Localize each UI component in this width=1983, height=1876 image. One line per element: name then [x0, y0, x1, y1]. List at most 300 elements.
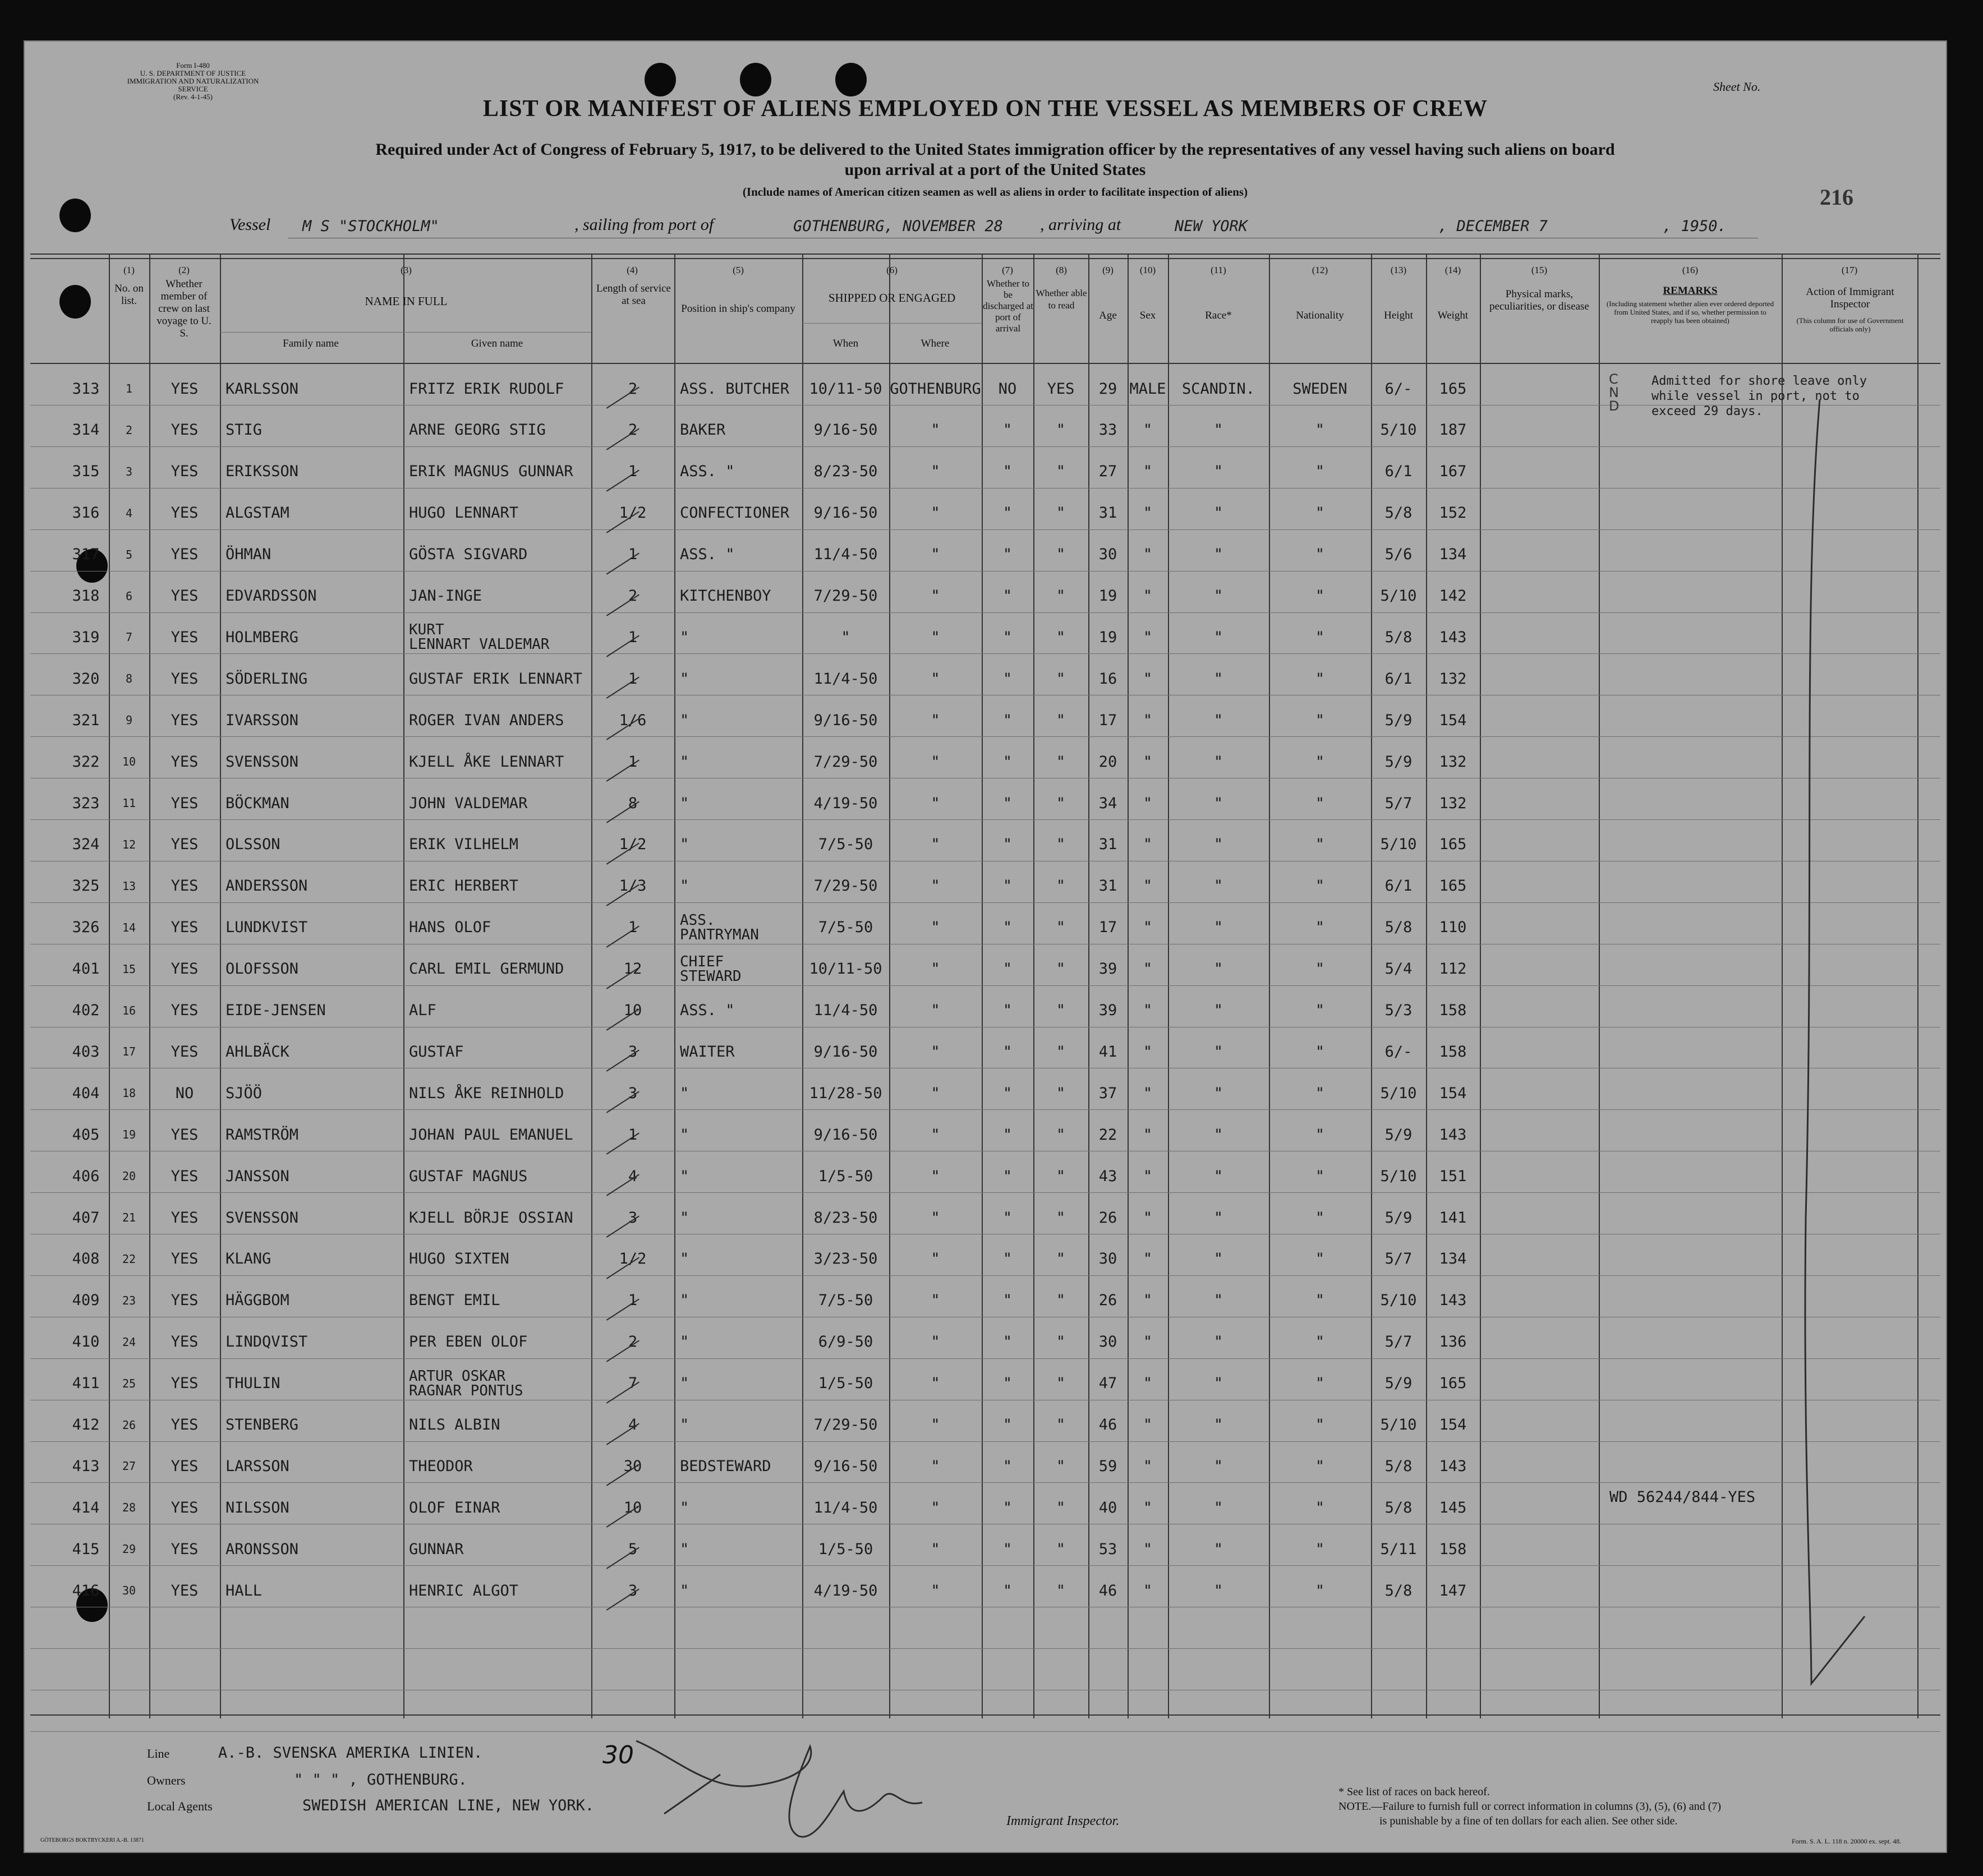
col13-number: (13) — [1390, 265, 1407, 275]
immigrant-inspector-label: Immigrant Inspector. — [1006, 1814, 1120, 1828]
cell-age: 41 — [1098, 1043, 1117, 1061]
cell-read: " — [1056, 711, 1066, 729]
cell-prev: YES — [171, 711, 199, 729]
col17-number: (17) — [1841, 265, 1858, 275]
cell-race: " — [1213, 836, 1223, 854]
cell-where: " — [931, 1375, 940, 1393]
cell-height: 5/10 — [1380, 1167, 1417, 1185]
row-rule — [30, 1648, 1940, 1649]
cell-given: ERIC HERBERT — [409, 877, 519, 895]
owners-label: Owners — [147, 1773, 186, 1787]
cell-no: 7 — [125, 630, 133, 644]
cell-when: 4/19-50 — [813, 794, 878, 812]
cell-height: 5/10 — [1380, 421, 1417, 439]
cell-race: " — [1213, 421, 1223, 439]
col14-number: (14) — [1444, 265, 1461, 275]
cell-sex: " — [1143, 1375, 1153, 1393]
cell-nat: " — [1315, 504, 1325, 522]
cell-weight: 165 — [1439, 1375, 1467, 1393]
cell-prev: YES — [171, 1499, 199, 1517]
cell-margin: 403 — [72, 1043, 100, 1061]
col1-header: No. on list. — [114, 283, 144, 307]
cell-given: GUSTAF — [409, 1043, 464, 1061]
cell-prev: YES — [171, 1292, 199, 1310]
cell-position: " — [680, 1209, 689, 1227]
cell-disch: " — [1002, 463, 1013, 481]
cell-where: GOTHENBURG — [890, 380, 981, 398]
cell-sex: " — [1143, 546, 1153, 564]
cell-margin: 410 — [72, 1333, 100, 1351]
cell-service: 2 — [628, 380, 638, 398]
cell-race: SCANDIN. — [1181, 380, 1255, 398]
cell-weight: 143 — [1439, 1126, 1467, 1144]
cell-family: JANSSON — [226, 1167, 289, 1185]
col4-header: Length of service at sea — [596, 283, 671, 307]
cell-when: 10/11-50 — [809, 960, 882, 978]
cell-prev: YES — [171, 960, 199, 978]
cell-position: " — [680, 1540, 689, 1558]
col12-number: (12) — [1312, 265, 1328, 275]
cell-read: " — [1056, 1126, 1066, 1144]
cell-family: STENBERG — [226, 1416, 299, 1433]
cell-margin: 413 — [72, 1457, 100, 1475]
cell-given: THEODOR — [409, 1457, 473, 1475]
cell-service: 3 — [628, 1084, 638, 1102]
cell-prev: YES — [171, 794, 199, 812]
col1-number: (1) — [123, 265, 135, 275]
cell-nat: " — [1315, 1499, 1325, 1517]
cell-read: " — [1056, 877, 1066, 895]
cell-position: " — [680, 1333, 689, 1351]
cell-weight: 134 — [1439, 1250, 1467, 1268]
cell-where: " — [931, 421, 940, 439]
cell-disch: " — [1002, 836, 1013, 854]
cell-position: WAITER — [680, 1043, 735, 1061]
cell-given: ARNE GEORG STIG — [409, 421, 546, 439]
cell-margin: 405 — [72, 1126, 100, 1144]
cell-where: " — [931, 960, 940, 978]
cell-service: 1/2 — [619, 504, 647, 522]
cell-sex: " — [1143, 504, 1153, 522]
cell-family: NILSSON — [226, 1499, 289, 1517]
cell-service: 3 — [628, 1209, 638, 1227]
cell-where: " — [931, 628, 940, 646]
cell-family: LARSSON — [226, 1457, 289, 1475]
col6-header: SHIPPED OR ENGAGED — [828, 291, 956, 305]
cell-prev: YES — [171, 421, 199, 439]
name-subheader-line — [220, 332, 591, 333]
cell-when: 6/9-50 — [818, 1333, 873, 1351]
cell-when: 9/16-50 — [813, 1043, 878, 1061]
cell-prev: YES — [171, 1002, 199, 1019]
cell-weight: 154 — [1439, 1416, 1467, 1433]
cell-nat: " — [1315, 877, 1325, 895]
col2-number: (2) — [178, 265, 190, 275]
cell-where: " — [931, 587, 940, 605]
inspector-signature — [631, 1724, 995, 1853]
cell-race: " — [1213, 1582, 1223, 1600]
cell-margin: 326 — [72, 919, 100, 937]
cell-no: 19 — [122, 1128, 136, 1142]
cell-where: " — [931, 919, 940, 937]
cell-no: 24 — [122, 1335, 136, 1349]
cell-read: " — [1056, 587, 1066, 605]
cell-age: 17 — [1098, 711, 1117, 729]
sailing-port: GOTHENBURG, NOVEMBER 28 — [793, 218, 1003, 235]
col9-header: Age — [1099, 310, 1117, 321]
cell-where: " — [931, 794, 940, 812]
cell-weight: 158 — [1439, 1043, 1467, 1061]
cell-age: 19 — [1098, 587, 1117, 605]
cell-sex: " — [1143, 1084, 1153, 1102]
cell-nat: " — [1315, 1167, 1325, 1185]
cell-nat: " — [1315, 421, 1325, 439]
cell-position: " — [680, 1167, 689, 1185]
cell-prev: YES — [171, 836, 199, 854]
cell-no: 5 — [125, 547, 133, 561]
col16-number: (16) — [1682, 265, 1699, 275]
cell-when: 9/16-50 — [813, 421, 878, 439]
cell-no: 11 — [122, 796, 136, 810]
cell-nat: " — [1315, 1209, 1325, 1227]
cell-family: EDVARDSSON — [226, 587, 317, 605]
cell-sex: " — [1143, 1209, 1153, 1227]
cell-service: 1 — [628, 753, 638, 771]
cell-height: 5/10 — [1380, 836, 1417, 854]
cell-disch: " — [1002, 1375, 1013, 1393]
manifest-sheet — [24, 40, 1947, 1853]
cell-nat: " — [1315, 711, 1325, 729]
cell-given: JOHN VALDEMAR — [409, 794, 528, 812]
cell-weight: 154 — [1439, 711, 1467, 729]
cell-weight: 165 — [1439, 877, 1467, 895]
cell-nat: " — [1315, 1126, 1325, 1144]
cell-no: 13 — [122, 879, 136, 893]
col16-note: (Including statement whether alien ever ordered deported from United States, and if so, whether permission to reapply has been obtained) — [1606, 299, 1774, 325]
cell-when: 11/28-50 — [809, 1084, 882, 1102]
cell-family: SVENSSON — [226, 753, 299, 771]
cell-height: 5/9 — [1384, 753, 1413, 771]
cell-nat: " — [1315, 1582, 1325, 1600]
col3-family-header: Family name — [283, 338, 339, 349]
cell-read: " — [1056, 919, 1066, 937]
cell-margin: 314 — [72, 421, 100, 439]
cell-disch: " — [1002, 1084, 1013, 1102]
cell-no: 29 — [122, 1542, 136, 1556]
cell-prev: YES — [171, 1416, 199, 1433]
punch-hole — [740, 63, 771, 96]
cell-when: 1/5-50 — [818, 1540, 873, 1558]
form-id: Form I-480 — [176, 61, 210, 70]
cell-position: " — [680, 753, 689, 771]
cell-service: 1 — [628, 463, 638, 481]
cell-given: ARTUR OSKAR RAGNAR PONTUS — [409, 1367, 523, 1399]
col8-header: Whether able to read — [1036, 288, 1087, 311]
col8-number: (8) — [1056, 265, 1067, 275]
cell-where: " — [931, 546, 940, 564]
col15-header: Physical marks, peculiarities, or disease — [1489, 288, 1589, 312]
cell-service: 3 — [628, 1043, 638, 1061]
col6-number: (6) — [886, 265, 898, 275]
cell-sex: " — [1143, 1457, 1153, 1475]
owners-value: " " " , GOTHENBURG. — [294, 1771, 467, 1789]
column-line — [1599, 253, 1600, 1718]
cell-age: 39 — [1098, 1002, 1117, 1019]
cell-nat: " — [1315, 1250, 1325, 1268]
cell-disch: " — [1002, 1457, 1013, 1475]
cell-given: HUGO SIXTEN — [409, 1250, 509, 1268]
cell-given: ERIK MAGNUS GUNNAR — [409, 463, 573, 481]
cell-position: " — [680, 1250, 689, 1268]
cell-when: 7/5-50 — [818, 836, 873, 854]
cell-when: 7/29-50 — [813, 1416, 878, 1433]
cell-race: " — [1213, 877, 1223, 895]
cell-where: " — [931, 1416, 940, 1433]
cell-margin: 408 — [72, 1250, 100, 1268]
cell-position: BAKER — [680, 421, 726, 439]
cell-nat: " — [1315, 1540, 1325, 1558]
cell-where: " — [931, 1209, 940, 1227]
cell-race: " — [1213, 463, 1223, 481]
cell-race: " — [1213, 1250, 1223, 1268]
cell-service: 2 — [628, 587, 638, 605]
cell-no: 16 — [122, 1003, 136, 1017]
cell-read: " — [1056, 1209, 1066, 1227]
cell-age: 34 — [1098, 794, 1117, 812]
cell-disch: " — [1002, 753, 1013, 771]
cell-read: " — [1056, 1002, 1066, 1019]
cell-when: 7/29-50 — [813, 587, 878, 605]
cell-weight: 132 — [1439, 794, 1467, 812]
cell-position: " — [680, 794, 689, 812]
cell-no: 21 — [122, 1211, 136, 1224]
cell-age: 19 — [1098, 628, 1117, 646]
cell-when: 11/4-50 — [813, 1002, 878, 1019]
cell-service: 8 — [628, 794, 638, 812]
cell-height: 5/7 — [1384, 794, 1413, 812]
cell-when: 9/16-50 — [813, 711, 878, 729]
cell-weight: 158 — [1439, 1540, 1467, 1558]
cell-disch: " — [1002, 1126, 1013, 1144]
cell-service: 3 — [628, 1582, 638, 1600]
cell-where: " — [931, 877, 940, 895]
cell-given: PER EBEN OLOF — [409, 1333, 528, 1351]
cell-position: " — [680, 1292, 689, 1310]
revision: (Rev. 4-1-45) — [173, 93, 213, 101]
cell-disch: " — [1002, 1582, 1013, 1600]
remarks-marks: C N D — [1609, 371, 1619, 414]
cell-age: 40 — [1098, 1499, 1117, 1517]
cell-prev: YES — [171, 1043, 199, 1061]
cell-height: 5/8 — [1384, 1457, 1413, 1475]
cell-margin: 317 — [72, 546, 100, 564]
cell-prev: YES — [171, 1250, 199, 1268]
cell-race: " — [1213, 1375, 1223, 1393]
col12-header: Nationality — [1296, 310, 1344, 321]
cell-no: 22 — [122, 1252, 136, 1266]
cell-height: 6/- — [1384, 1043, 1413, 1061]
cell-margin: 414 — [72, 1499, 100, 1517]
subtitle-note: (Include names of American citizen seamen as well as aliens in order to facilitate inspection of aliens) — [742, 185, 1248, 199]
col14-header: Weight — [1437, 310, 1469, 321]
cell-margin: 415 — [72, 1540, 100, 1558]
cell-no: 28 — [122, 1501, 136, 1515]
cell-race: " — [1213, 1043, 1223, 1061]
cell-sex: " — [1143, 1126, 1153, 1144]
cell-read: " — [1056, 1582, 1066, 1600]
cell-age: 39 — [1098, 960, 1117, 978]
remarks-shore-leave: Admitted for shore leave only while vessel in port, not to exceed 29 days. — [1651, 374, 1867, 418]
cell-sex: " — [1143, 753, 1153, 771]
cell-when: 11/4-50 — [813, 546, 878, 564]
cell-margin: 412 — [72, 1416, 100, 1433]
cell-nat: " — [1315, 1375, 1325, 1393]
crew-table — [30, 253, 1940, 1718]
cell-where: " — [931, 1167, 940, 1185]
cell-sex: " — [1143, 1540, 1153, 1558]
cell-prev: YES — [171, 463, 199, 481]
cell-service: 1/3 — [619, 877, 647, 895]
col3-header: NAME IN FULL — [365, 294, 448, 308]
cell-margin: 416 — [72, 1582, 100, 1600]
cell-disch: " — [1002, 670, 1013, 688]
cell-margin: 411 — [72, 1375, 100, 1393]
cell-weight: 134 — [1439, 546, 1467, 564]
cell-margin: 401 — [72, 960, 100, 978]
cell-read: " — [1056, 753, 1066, 771]
cell-family: LUNDKVIST — [226, 919, 308, 937]
cell-service: 10 — [623, 1499, 642, 1517]
cell-weight: 143 — [1439, 1457, 1467, 1475]
cell-read: " — [1056, 1540, 1066, 1558]
cell-sex: " — [1143, 836, 1153, 854]
cell-no: 14 — [122, 920, 136, 934]
cell-where: " — [931, 1250, 940, 1268]
cell-height: 5/10 — [1380, 1084, 1417, 1102]
cell-sex: " — [1143, 1250, 1153, 1268]
cell-nat: " — [1315, 960, 1325, 978]
manifest-footer — [25, 1730, 1946, 1847]
cell-read: " — [1056, 463, 1066, 481]
cell-nat: " — [1315, 794, 1325, 812]
col6-where-header: Where — [921, 338, 950, 349]
cell-height: 5/4 — [1384, 960, 1413, 978]
cell-given: GUNNAR — [409, 1540, 464, 1558]
cell-age: 17 — [1098, 919, 1117, 937]
cell-given: NILS ÅKE REINHOLD — [409, 1084, 564, 1102]
cell-height: 6/1 — [1384, 670, 1413, 688]
cell-age: 29 — [1098, 380, 1117, 398]
cell-where: " — [931, 1582, 940, 1600]
cell-when: " — [841, 628, 850, 646]
cell-race: " — [1213, 504, 1223, 522]
cell-nat: " — [1315, 1002, 1325, 1019]
cell-read: " — [1056, 421, 1066, 439]
cell-sex: " — [1143, 1333, 1153, 1351]
cell-disch: " — [1002, 1499, 1013, 1517]
cell-family: HOLMBERG — [226, 628, 299, 646]
cell-read: " — [1056, 1499, 1066, 1517]
cell-age: 22 — [1098, 1126, 1117, 1144]
cell-weight: 152 — [1439, 504, 1467, 522]
cell-given: KJELL BÖRJE OSSIAN — [409, 1209, 573, 1227]
col7-header: Whether to be discharged at port of arrival — [983, 278, 1033, 334]
cell-family: THULIN — [226, 1375, 280, 1393]
cell-prev: YES — [171, 1540, 199, 1558]
cell-height: 6/1 — [1384, 877, 1413, 895]
cell-margin: 404 — [72, 1084, 100, 1102]
col15-number: (15) — [1531, 265, 1548, 275]
cell-sex: " — [1143, 1167, 1153, 1185]
cell-no: 26 — [122, 1418, 136, 1432]
cell-where: " — [931, 1457, 940, 1475]
cell-height: 5/7 — [1384, 1333, 1413, 1351]
cell-height: 5/10 — [1380, 1416, 1417, 1433]
cell-family: ARONSSON — [226, 1540, 299, 1558]
cell-nat: " — [1315, 670, 1325, 688]
cell-race: " — [1213, 1333, 1223, 1351]
cell-when: 1/5-50 — [818, 1167, 873, 1185]
cell-no: 17 — [122, 1045, 136, 1059]
cell-family: STIG — [226, 421, 263, 439]
cell-given: ALF — [409, 1002, 436, 1019]
cell-prev: YES — [171, 1126, 199, 1144]
cell-position: CHIEF STEWARD — [680, 953, 742, 985]
cell-family: ERIKSSON — [226, 463, 299, 481]
cell-race: " — [1213, 1084, 1223, 1102]
cell-weight: 143 — [1439, 628, 1467, 646]
form-code: Form. S. A. L. 118 n. 20000 ex. sept. 48. — [1792, 1837, 1902, 1845]
cell-sex: " — [1143, 919, 1153, 937]
cell-when: 9/16-50 — [813, 1126, 878, 1144]
cell-nat: " — [1315, 628, 1325, 646]
vessel-name: M S "STOCKHOLM" — [302, 218, 439, 235]
arriving-label: , arriving at — [1040, 215, 1121, 234]
cell-where: " — [931, 1540, 940, 1558]
cell-family: IVARSSON — [226, 711, 299, 729]
cell-where: " — [931, 463, 940, 481]
cell-where: " — [931, 753, 940, 771]
cell-where: " — [931, 1126, 940, 1144]
cell-no: 25 — [122, 1376, 136, 1390]
cell-given: HANS OLOF — [409, 919, 491, 937]
cell-race: " — [1213, 628, 1223, 646]
cell-when: 4/19-50 — [813, 1582, 878, 1600]
col9-number: (9) — [1102, 265, 1114, 275]
cell-where: " — [931, 836, 940, 854]
cell-weight: 165 — [1439, 836, 1467, 854]
cell-disch: " — [1002, 919, 1013, 937]
col17-header: Action of Immigrant Inspector — [1806, 286, 1894, 310]
cell-given: KURT LENNART VALDEMAR — [409, 621, 550, 653]
cell-where: " — [931, 1002, 940, 1019]
cell-no: 1 — [125, 382, 133, 395]
cell-weight: 147 — [1439, 1582, 1467, 1600]
cell-service: 4 — [628, 1167, 638, 1185]
cell-sex: " — [1143, 421, 1153, 439]
cell-sex: " — [1143, 1582, 1153, 1600]
cell-when: 10/11-50 — [809, 380, 882, 398]
header-bottom-border — [30, 363, 1940, 364]
cell-weight: 167 — [1439, 463, 1467, 481]
cell-prev: YES — [171, 1375, 199, 1393]
cell-family: ALGSTAM — [226, 504, 289, 522]
cell-height: 5/8 — [1384, 1499, 1413, 1517]
cell-sex: " — [1143, 587, 1153, 605]
cell-service: 1 — [628, 546, 638, 564]
cell-age: 26 — [1098, 1209, 1117, 1227]
cell-read: " — [1056, 1250, 1066, 1268]
